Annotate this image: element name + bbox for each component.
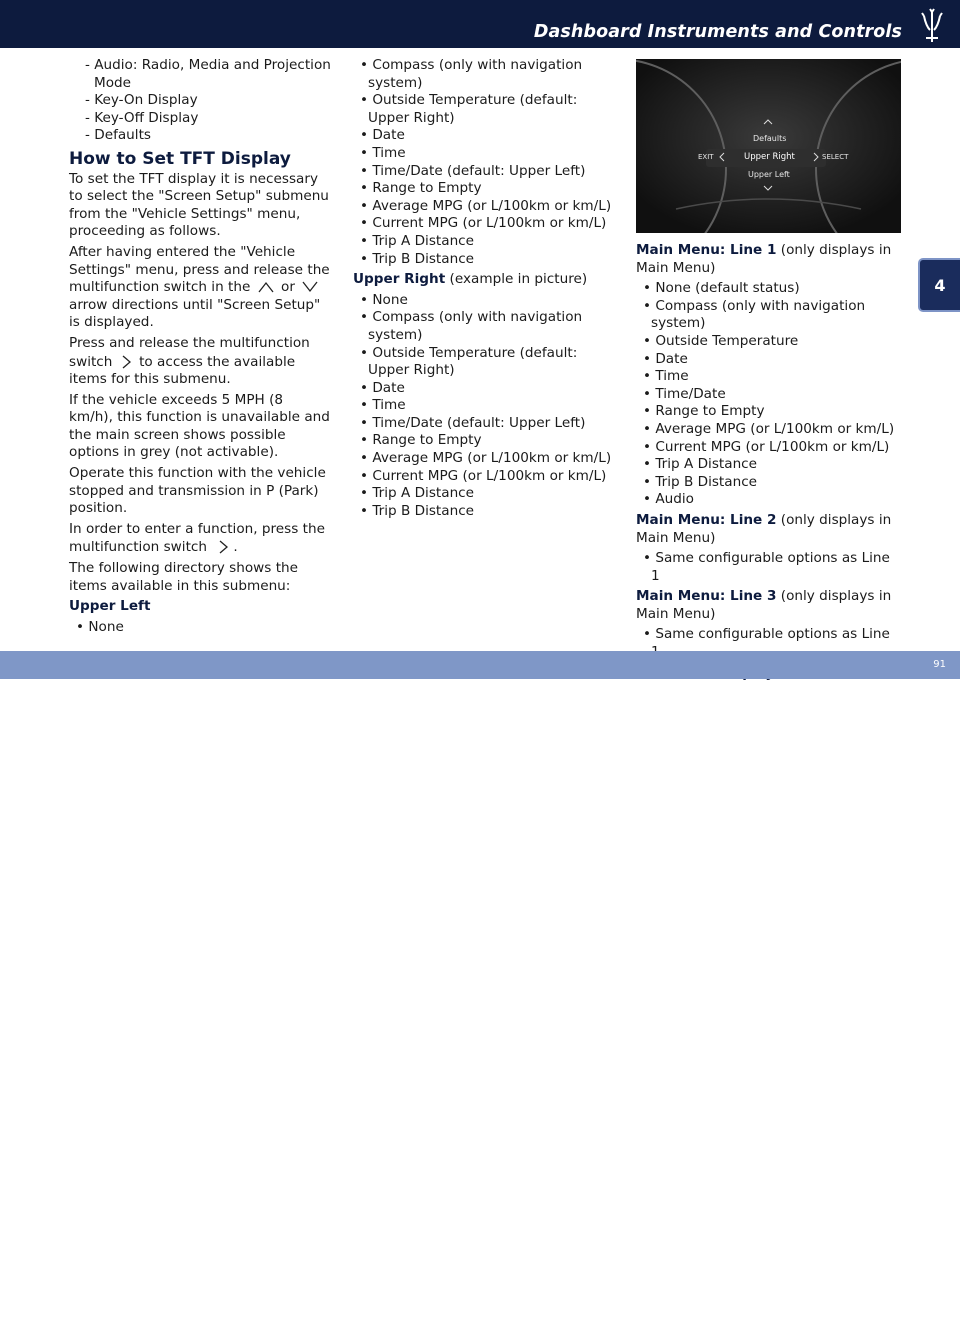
list-item: • Trip B Distance: [636, 474, 898, 492]
list-item: • Time/Date (default: Upper Left): [353, 163, 621, 181]
bullet-list: [636, 550, 898, 585]
list-item: • Time: [636, 368, 898, 386]
text-span: In order to enter a function, press the multifunction switch: [69, 520, 325, 556]
text-span: Main Menu: Line 3: [636, 588, 777, 605]
list-item: • Same configurable options as Line: [636, 626, 898, 661]
list-item: • Time/Date (default: Upper Left): [353, 415, 621, 433]
chevron-right-icon: [211, 538, 233, 556]
text-span: Press and release the multifunction switch: [69, 334, 310, 370]
gauge-cluster-graphic: [636, 59, 901, 233]
text-span: Main Menu: Line 2: [636, 511, 777, 528]
chevron-down-icon: [299, 280, 321, 294]
paragraph: [69, 244, 331, 332]
list-item: • None: [353, 292, 621, 310]
subheading-line3: [636, 588, 898, 623]
text-span: Upper Right: [353, 271, 446, 288]
text-span: (only displays in Main Menu): [636, 588, 892, 622]
text-span: .: [233, 539, 238, 556]
text-span: arrow directions until "Screen Setup" is displayed.: [69, 296, 321, 331]
page-footer: [0, 651, 960, 1325]
bullet-list: [636, 280, 898, 509]
watermark: carmanualsonline.info: [660, 1300, 904, 1325]
list-item: • Outside Temperature (default: Upper Right): [353, 345, 621, 380]
chevron-right-icon: [117, 353, 135, 371]
subheading-line2: [636, 512, 898, 547]
text-span: to access the available items for this submenu.: [69, 353, 296, 388]
bullet-list: [353, 292, 621, 521]
list-item: • Average MPG (or L/100km or km/L): [353, 450, 621, 468]
list-item: • None: [69, 619, 331, 637]
list-item: • Average MPG (or L/100km or km/L): [636, 421, 898, 439]
subheading-upper-right: [353, 271, 621, 289]
bullet-list: [353, 57, 621, 268]
list-item: • Compass (only with navigation system): [353, 309, 621, 344]
text-span: (only displays in Main Menu): [636, 242, 892, 276]
trident-logo-icon: [918, 8, 946, 46]
paragraph: [69, 335, 331, 389]
list-item: • Current MPG (or L/100km or km/L): [636, 439, 898, 457]
page-number: 91: [933, 659, 946, 670]
list-item: • Current MPG (or L/100km or km/L): [353, 468, 621, 486]
list-item: • Time: [353, 397, 621, 415]
list-item: • Outside Temperature (default: Upper Right): [353, 92, 621, 127]
cluster-defaults-label: Defaults: [753, 134, 787, 143]
page-header: [0, 0, 960, 48]
list-item: • Trip B Distance: [353, 503, 621, 521]
chevron-up-icon: [255, 280, 277, 294]
column-2: [353, 57, 621, 523]
section-title: Dashboard Instruments and Controls: [533, 22, 902, 42]
list-item: - Defaults: [77, 127, 331, 145]
list-item: • Current MPG (or L/100km or km/L): [353, 215, 621, 233]
list-item: • Time/Date: [636, 386, 898, 404]
text-span: (example in picture): [449, 271, 588, 288]
list-item: • Outside Temperature: [636, 333, 898, 351]
list-item: • Compass (only with navigation system): [353, 57, 621, 92]
list-item: • Trip B Distance: [353, 251, 621, 269]
list-item: • Range to Empty: [353, 180, 621, 198]
subheading-line1: [636, 242, 898, 277]
list-item: • Trip A Distance: [353, 233, 621, 251]
list-item: • Date: [353, 127, 621, 145]
list-item: • Average MPG (or L/100km or km/L): [353, 198, 621, 216]
column-1: [69, 57, 331, 639]
paragraph: If the vehicle exceeds 5 MPH (8 km/h), this function is unavailable and the main screen shows possible options in grey (not activable).: [69, 391, 330, 461]
text-span: Main Menu: Line 1: [636, 242, 777, 258]
dash-list: [77, 57, 331, 145]
list-item: • None (default status): [636, 280, 898, 298]
list-item: • Date: [353, 380, 621, 398]
list-item: • Trip A Distance: [636, 456, 898, 474]
paragraph: Operate this function with the vehicle stopped and transmission in P (Park) position.: [69, 465, 326, 517]
column-3: [636, 242, 898, 685]
list-item: • Compass (only with navigation system): [636, 298, 898, 333]
list-item: - Key-Off Display: [77, 110, 331, 128]
list-item: • Trip A Distance: [353, 485, 621, 503]
bullet-list: [69, 619, 331, 637]
paragraph: To set the TFT display it is necessary to select the "Screen Setup" submenu from the "Vehicle Settings" menu, proceeding as follows.: [69, 170, 329, 240]
paragraph: The following directory shows the items available in this submenu:: [69, 560, 299, 594]
list-item: • Range to Empty: [636, 403, 898, 421]
section-heading: How to Set TFT Display: [69, 148, 291, 169]
text-span: (only displays in Main Menu): [636, 511, 892, 546]
cluster-next-option: Upper Left: [748, 170, 790, 179]
list-item: • Audio: [636, 491, 898, 509]
text-span: After having entered the "Vehicle Settings" menu, press and release the multifunction switch in the: [69, 243, 330, 296]
list-item: - Key-On Display: [77, 92, 331, 110]
list-item: • Range to Empty: [353, 432, 621, 450]
list-item: • Time: [353, 145, 621, 163]
cluster-exit-label: EXIT: [698, 153, 714, 161]
cluster-display-photo: [636, 59, 901, 233]
cluster-select-label: SELECT: [822, 153, 849, 161]
list-item: • Date: [636, 351, 898, 369]
text-span: or: [281, 279, 295, 296]
chapter-tab[interactable]: 4: [918, 258, 960, 312]
list-item: - Audio: Radio, Media and Projection Mode: [77, 57, 331, 92]
cluster-selected-option: Upper Right: [744, 152, 795, 162]
subheading-upper-left: Upper Left: [69, 598, 151, 615]
paragraph: [69, 521, 331, 557]
list-item: • Same configurable options as Line 1: [636, 550, 898, 585]
